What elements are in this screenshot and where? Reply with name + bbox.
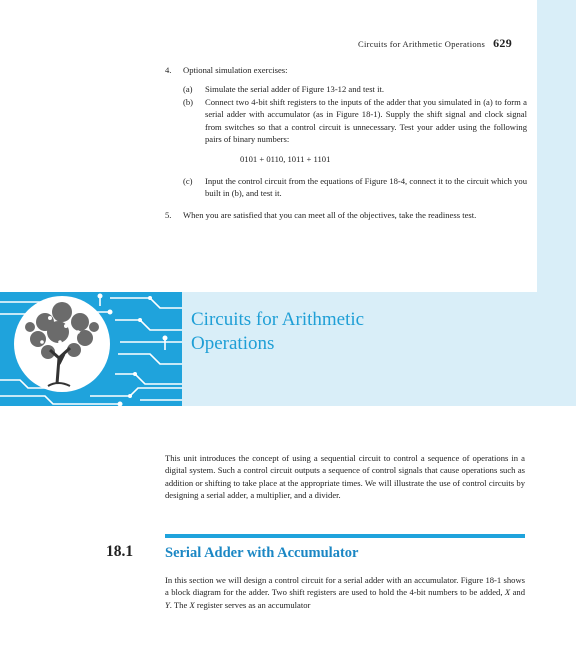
unit-title	[191, 308, 364, 356]
section-body-paragraph	[165, 574, 525, 611]
binary-equation: 0101 + 0110, 1011 + 1101	[240, 154, 331, 165]
section-title: Serial Adder with Accumulator	[165, 545, 359, 561]
unit-title-line-2: Operations	[191, 333, 275, 354]
subitem-text: Input the control circuit from the equations of Figure 18-4, connect it to the circuit which you built in (b), and test it.	[205, 175, 527, 199]
running-head-title: Circuits for Arithmetic Operations	[358, 39, 486, 49]
unit-intro-paragraph: This unit introduces the concept of using a sequential circuit to control a sequence of operations in a digital system. Such a control circuit outputs a sequence of control signals that cause operations such as addition or shifting to take place at the appropriate times. We will illustrate the use of control circuits by designing a serial adder, a multiplier, and a divider.	[165, 453, 525, 501]
subitem-letter: (b)	[183, 96, 194, 107]
item-text: Optional simulation exercises:	[183, 65, 288, 75]
circuit-tree-icon	[0, 292, 182, 406]
side-color-strip	[537, 0, 576, 292]
unit-title-line-1: Circuits for Arithmetic	[191, 309, 365, 330]
exercise-item-5	[165, 209, 527, 221]
exercise-item-4	[165, 64, 527, 200]
subitem-text: Connect two 4-bit shift registers to the inputs of the adder that you simulated in (a) to form a serial adder with accumulator (as in Figure 18-1). Supply the shift signal and clock signal from switches so that a control circuit is unnecessary. Test your adder using the following pairs of binary numbers:	[205, 96, 527, 145]
section-number: 18.1	[106, 543, 134, 560]
item-number: 5.	[165, 210, 172, 220]
variable-x: X	[504, 587, 511, 598]
section-rule	[165, 534, 525, 538]
body-text: In this section we will design a control circuit for a serial adder with an accumulator. Figure 18-1 shows a block diagram for the adder. Two shift registers are used to hold the 4-bit numbers to be added,	[165, 575, 525, 598]
running-head	[358, 36, 512, 51]
item-number: 4.	[165, 65, 172, 75]
page-number: 629	[493, 36, 512, 50]
unit-banner	[0, 292, 576, 406]
variable-y: Y	[165, 599, 170, 610]
item-text: When you are satisfied that you can meet all of the objectives, take the readiness test.	[183, 210, 477, 220]
body-text: register serves as an accumulator	[194, 599, 311, 610]
body-text: and	[510, 587, 525, 598]
subitem-letter: (c)	[183, 175, 193, 186]
subitem-letter: (a)	[183, 84, 193, 95]
variable-x: X	[189, 599, 195, 610]
subitem-text: Simulate the serial adder of Figure 13-12 and test it.	[205, 84, 384, 95]
body-text: . The	[169, 599, 190, 610]
